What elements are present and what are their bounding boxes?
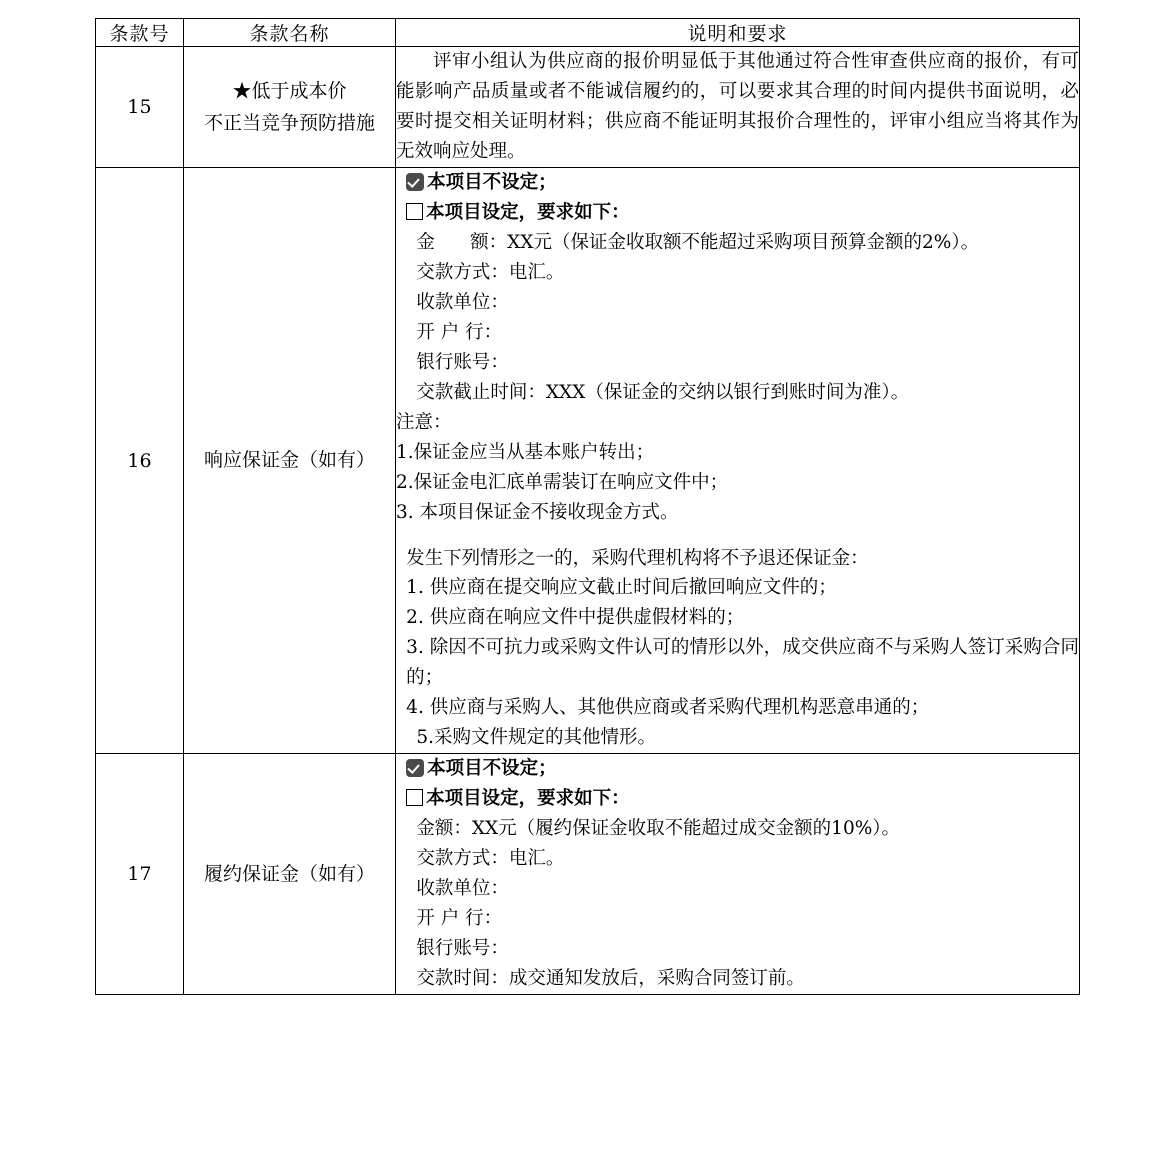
- clause-no: 17: [96, 754, 184, 995]
- field-account: 银行账号：: [416, 938, 509, 960]
- refund-item: 5.采购文件规定的其他情形。: [416, 727, 656, 749]
- field-bank: 开 户 行：: [416, 908, 503, 930]
- clause-name-line: ★低于成本价: [232, 79, 347, 102]
- field-account: 银行账号：: [416, 351, 509, 373]
- table-row: [96, 754, 1080, 995]
- field-amount: 金额：XX元（履约保证金收取不能超过成交金额的10%）。: [416, 818, 901, 840]
- option-set-row: [396, 198, 1079, 228]
- option-unset-label: 本项目不设定；: [427, 758, 557, 780]
- clause-description: [396, 47, 1080, 168]
- clause-name: [184, 754, 396, 995]
- clause-name-line: 响应保证金（如有）: [203, 449, 375, 472]
- refund-item: 4. 供应商与采购人、其他供应商或者采购代理机构恶意串通的；: [406, 697, 930, 719]
- field-deadline: 交款截止时间：XXX（保证金的交纳以银行到账时间为准）。: [416, 381, 910, 403]
- checkbox-checked-icon[interactable]: [406, 759, 424, 777]
- notice-item: 2.保证金电汇底单需装订在响应文件中；: [396, 471, 729, 493]
- header-description: 说明和要求: [396, 19, 1080, 47]
- option-unset-row: [396, 754, 1079, 784]
- table-header-row: [96, 19, 1080, 47]
- checkbox-empty-icon[interactable]: [406, 203, 423, 220]
- field-payment-time: 交款时间：成交通知发放后，采购合同签订前。: [416, 968, 805, 990]
- clause-name: [184, 167, 396, 753]
- checkbox-empty-icon[interactable]: [406, 789, 423, 806]
- spacer: [396, 528, 1079, 544]
- clause-description: [396, 754, 1080, 995]
- option-unset-label: 本项目不设定；: [427, 171, 557, 193]
- refund-intro: 发生下列情形之一的，采购代理机构将不予退还保证金：: [406, 547, 869, 569]
- field-bank: 开 户 行：: [416, 321, 503, 343]
- option-unset-row: [396, 168, 1079, 198]
- field-payment-method: 交款方式：电汇。: [416, 261, 565, 283]
- notice-item: 1.保证金应当从基本账户转出；: [396, 441, 655, 463]
- field-payee: 收款单位：: [416, 291, 509, 313]
- clause-no: 15: [96, 47, 184, 168]
- clause-name-line: 履约保证金（如有）: [203, 863, 375, 885]
- clause-name: [184, 47, 396, 168]
- option-set-label: 本项目设定，要求如下：: [426, 201, 630, 223]
- table-row: [96, 47, 1080, 168]
- refund-item: 3. 除因不可抗力或采购文件认可的情形以外，成交供应商不与采购人签订采购合同的；: [406, 637, 1079, 689]
- terms-table: [95, 18, 1080, 995]
- notice-item: 3. 本项目保证金不接收现金方式。: [396, 501, 679, 523]
- clause-description: [396, 167, 1080, 753]
- refund-item: 2. 供应商在响应文件中提供虚假材料的；: [406, 607, 745, 629]
- option-set-label: 本项目设定，要求如下：: [426, 788, 630, 810]
- checkbox-checked-icon[interactable]: [406, 173, 424, 191]
- field-payee: 收款单位：: [416, 878, 509, 900]
- refund-item: 1. 供应商在提交响应文截止时间后撤回响应文件的；: [406, 577, 837, 599]
- option-set-row: [396, 784, 1079, 814]
- table-row: [96, 167, 1080, 753]
- header-clause-name: 条款名称: [184, 19, 396, 47]
- field-amount: 金 额：XX元（保证金收取额不能超过采购项目预算金额的2%）。: [416, 231, 980, 253]
- notice-label: 注意：: [396, 411, 452, 433]
- header-clause-no: 条款号: [96, 19, 184, 47]
- field-payment-method: 交款方式：电汇。: [416, 848, 565, 870]
- clause-no: 16: [96, 167, 184, 753]
- description-paragraph: 评审小组认为供应商的报价明显低于其他通过符合性审查供应商的报价，有可能影响产品质量或者不能诚信履约的，可以要求其合理的时间内提供书面说明，必要时提交相关证明材料；供应商不能证明其报价合理性的，评审小组应当将其作为无效响应处理。: [396, 51, 1079, 162]
- clause-name-line: 不正当竞争预防措施: [203, 111, 375, 134]
